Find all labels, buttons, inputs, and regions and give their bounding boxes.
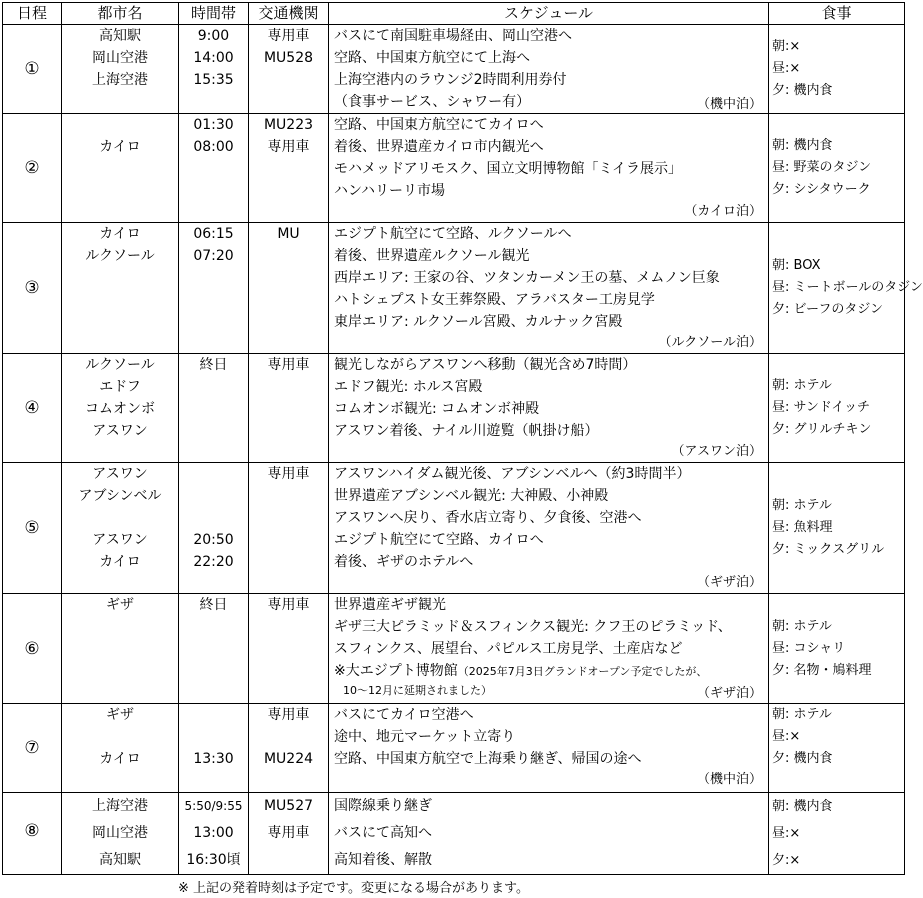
day-row-5 bbox=[3, 463, 905, 594]
city bbox=[62, 114, 178, 136]
schedule-line: 着後、ギザのホテルへ bbox=[334, 554, 474, 570]
city: ルクソール bbox=[85, 357, 155, 373]
transport-cell bbox=[249, 25, 329, 114]
city: ルクソール bbox=[85, 248, 155, 264]
time: 01:30 bbox=[193, 117, 234, 133]
schedule-line: 空路、中国東方航空で上海乗り継ぎ、帰国の途へ bbox=[334, 751, 642, 767]
schedule-line: 高知着後、解散 bbox=[334, 852, 432, 868]
schedule-line: 上海空港内のラウンジ2時間利用券付 bbox=[334, 72, 567, 88]
header-time: 時間帯 bbox=[179, 3, 249, 25]
transport bbox=[249, 726, 328, 748]
time: 14:00 bbox=[193, 50, 234, 66]
transport: MU bbox=[277, 226, 300, 242]
header-day: 日程 bbox=[3, 3, 62, 25]
stay-note: （機中泊） bbox=[696, 97, 762, 112]
day-number: ⑥ bbox=[3, 594, 62, 704]
meal-breakfast: 朝: ホテル bbox=[772, 378, 832, 393]
time-cell bbox=[179, 704, 249, 793]
meal-cell bbox=[769, 114, 905, 223]
museum-note: 10〜12月に延期されました） bbox=[343, 684, 492, 697]
meal-breakfast: 朝: ホテル bbox=[772, 707, 832, 722]
time: 07:20 bbox=[193, 248, 234, 264]
schedule-line: エドフ観光: ホルス宮殿 bbox=[334, 379, 483, 395]
time: 20:50 bbox=[193, 532, 234, 548]
city: 高知駅 bbox=[99, 852, 141, 868]
city: アスワン bbox=[92, 532, 148, 548]
schedule-line: バスにて南国駐車場経由、岡山空港へ bbox=[334, 28, 572, 44]
header-row bbox=[3, 3, 905, 25]
schedule-line: 途中、地元マーケット立寄り bbox=[334, 729, 516, 745]
city: 岡山空港 bbox=[92, 50, 148, 66]
meal-breakfast: 朝:× bbox=[772, 39, 801, 54]
meal-cell bbox=[769, 704, 905, 793]
schedule-line: 観光しながらアスワンへ移動（観光含め7時間） bbox=[334, 357, 637, 373]
schedule-line: 国際線乗り継ぎ bbox=[334, 798, 432, 814]
time: 終日 bbox=[199, 597, 228, 613]
time-cell bbox=[179, 594, 249, 704]
schedule-line: ギザ三大ピラミッド＆スフィンクス観光: クフ王のピラミッド、 bbox=[334, 619, 732, 635]
schedule-line: アスワンへ戻り、香水店立寄り、夕食後、空港へ bbox=[334, 510, 642, 526]
museum-note: （2025年7月3日グランドオープン予定でしたが、 bbox=[457, 665, 708, 678]
header-meals: 食事 bbox=[769, 3, 905, 25]
meal-lunch: 昼: ミートボールのタジン bbox=[772, 280, 923, 295]
schedule-cell bbox=[329, 704, 769, 793]
schedule-line: 着後、世界遺産カイロ市内観光へ bbox=[334, 139, 544, 155]
schedule-line: 空路、中国東方航空にて上海へ bbox=[334, 50, 530, 66]
header-schedule: スケジュール bbox=[329, 3, 769, 25]
schedule-cell bbox=[329, 463, 769, 594]
day-row-1 bbox=[3, 25, 905, 114]
schedule-line: 世界遺産ギザ観光 bbox=[334, 597, 446, 613]
time: 5:50/9:55 bbox=[184, 799, 243, 813]
meal-breakfast: 朝: ホテル bbox=[772, 618, 832, 634]
schedule-cell bbox=[329, 223, 769, 354]
transport bbox=[249, 847, 328, 874]
day-row-2 bbox=[3, 114, 905, 223]
transport: 専用車 bbox=[267, 597, 310, 613]
city: コムオンボ bbox=[85, 401, 155, 417]
meal-lunch: 昼:× bbox=[772, 826, 801, 841]
city: ギザ bbox=[106, 707, 134, 723]
meal-cell bbox=[769, 463, 905, 594]
schedule-line: モハメッドアリモスク、国立文明博物館「ミイラ展示」 bbox=[334, 161, 683, 177]
meal-breakfast: 朝: 機内食 bbox=[772, 138, 833, 153]
city: 上海空港 bbox=[92, 72, 148, 88]
schedule-cell bbox=[329, 793, 769, 875]
city-cell bbox=[62, 793, 179, 875]
transport-cell bbox=[249, 354, 329, 463]
time bbox=[179, 485, 248, 507]
transport: 専用車 bbox=[267, 139, 310, 155]
stay-note: （カイロ泊） bbox=[684, 204, 762, 219]
day-number: ② bbox=[3, 114, 62, 223]
day-number: ① bbox=[3, 25, 62, 114]
meal-lunch: 昼:× bbox=[772, 61, 801, 76]
stay-note: （ギザ泊） bbox=[696, 575, 762, 590]
schedule-cell bbox=[329, 25, 769, 114]
meal-lunch: 昼:× bbox=[772, 729, 801, 744]
day-number: ③ bbox=[3, 223, 62, 354]
stay-note: （機中泊） bbox=[696, 772, 762, 787]
time: 08:00 bbox=[193, 139, 234, 155]
city-cell bbox=[62, 114, 179, 223]
schedule-line: （食事サービス、シャワー有） bbox=[334, 94, 531, 110]
day-row-8 bbox=[3, 793, 905, 875]
transport: MU224 bbox=[263, 751, 314, 767]
schedule-line: バスにて高知へ bbox=[334, 825, 432, 841]
transport: MU527 bbox=[263, 798, 314, 814]
time-cell bbox=[179, 354, 249, 463]
day-row-3 bbox=[3, 223, 905, 354]
city-cell bbox=[62, 354, 179, 463]
day-row-6 bbox=[3, 594, 905, 704]
stay-note: （ギザ泊） bbox=[696, 686, 762, 701]
meal-cell bbox=[769, 25, 905, 114]
meal-lunch: 昼: 魚料理 bbox=[772, 520, 833, 535]
city: 上海空港 bbox=[92, 798, 148, 814]
schedule-cell bbox=[329, 114, 769, 223]
city-cell bbox=[62, 704, 179, 793]
time: 16:30頃 bbox=[186, 852, 241, 868]
time-cell bbox=[179, 114, 249, 223]
city: 高知駅 bbox=[99, 28, 141, 44]
city: カイロ bbox=[99, 139, 141, 155]
footnote: ※ 上記の発着時刻は予定です。変更になる場合があります。 bbox=[178, 881, 529, 896]
city bbox=[62, 726, 178, 748]
schedule-cell bbox=[329, 594, 769, 704]
meal-breakfast: 朝: 機内食 bbox=[772, 799, 833, 814]
time: 終日 bbox=[199, 357, 228, 373]
meal-cell bbox=[769, 354, 905, 463]
time bbox=[179, 704, 248, 726]
city: カイロ bbox=[99, 751, 141, 767]
schedule-line: アスワンハイダム観光後、アブシンベルへ（約3時間半） bbox=[334, 466, 691, 482]
city: アスワン bbox=[92, 423, 148, 439]
time: 15:35 bbox=[193, 72, 234, 88]
time bbox=[179, 507, 248, 529]
transport: 専用車 bbox=[267, 825, 310, 841]
transport-cell bbox=[249, 463, 329, 594]
meal-dinner: 夕: グリルチキン bbox=[772, 422, 872, 437]
time-cell bbox=[179, 25, 249, 114]
schedule-cell bbox=[329, 354, 769, 463]
schedule-line: ハトシェプスト女王葬祭殿、アラバスター工房見学 bbox=[334, 292, 655, 308]
meal-cell bbox=[769, 793, 905, 875]
time-cell bbox=[179, 223, 249, 354]
city-cell bbox=[62, 594, 179, 704]
header-transport: 交通機関 bbox=[249, 3, 329, 25]
transport-cell bbox=[249, 594, 329, 704]
meal-dinner: 夕: ビーフのタジン bbox=[772, 302, 884, 317]
schedule-line: 西岸エリア: 王家の谷、ツタンカーメン王の墓、メムノン巨象 bbox=[334, 270, 720, 286]
schedule-line: エジプト航空にて空路、ルクソールへ bbox=[334, 226, 572, 242]
day-number: ⑧ bbox=[3, 793, 62, 875]
city: アブシンベル bbox=[78, 488, 162, 504]
transport: 専用車 bbox=[267, 466, 310, 482]
meal-dinner: 夕:× bbox=[772, 853, 801, 868]
schedule-line: ハンハリーリ市場 bbox=[334, 183, 446, 199]
transport: MU223 bbox=[263, 117, 314, 133]
day-row-4 bbox=[3, 354, 905, 463]
meal-dinner: 夕: 機内食 bbox=[772, 83, 833, 98]
transport bbox=[249, 91, 328, 113]
schedule-line: コムオンボ観光: コムオンボ神殿 bbox=[334, 401, 540, 417]
schedule-line: 東岸エリア: ルクソール宮殿、カルナック宮殿 bbox=[334, 314, 623, 330]
transport bbox=[249, 69, 328, 91]
city-cell bbox=[62, 25, 179, 114]
schedule-line bbox=[329, 660, 768, 682]
time bbox=[179, 726, 248, 748]
city: 岡山空港 bbox=[92, 825, 148, 841]
meal-lunch: 昼: 野菜のタジン bbox=[772, 160, 872, 175]
meal-dinner: 夕: ミックスグリル bbox=[772, 542, 885, 557]
schedule-line: スフィンクス、展望台、パピルス工房見学、土産店など bbox=[334, 641, 683, 657]
time: 9:00 bbox=[197, 28, 230, 44]
city: カイロ bbox=[99, 226, 141, 242]
schedule-line: 世界遺産アブシンベル観光: 大神殿、小神殿 bbox=[334, 488, 609, 504]
time bbox=[179, 463, 248, 485]
city: エドフ bbox=[99, 379, 141, 395]
day-number: ⑦ bbox=[3, 704, 62, 793]
transport-cell bbox=[249, 793, 329, 875]
city: ギザ bbox=[106, 597, 134, 613]
meal-breakfast: 朝: BOX bbox=[772, 258, 821, 273]
city-cell bbox=[62, 463, 179, 594]
schedule-line: バスにてカイロ空港へ bbox=[334, 707, 474, 723]
transport-cell bbox=[249, 223, 329, 354]
transport: 専用車 bbox=[267, 707, 310, 723]
time: 06:15 bbox=[193, 226, 234, 242]
meal-lunch: 昼: コシャリ bbox=[772, 640, 846, 656]
transport: 専用車 bbox=[267, 357, 310, 373]
schedule-line: 着後、世界遺産ルクソール観光 bbox=[334, 248, 530, 264]
meal-lunch: 昼: サンドイッチ bbox=[772, 400, 870, 415]
meal-dinner: 夕: 機内食 bbox=[772, 751, 833, 766]
meal-dinner: 夕: 名物・鳩料理 bbox=[772, 662, 872, 678]
stay-note: （アスワン泊） bbox=[671, 444, 762, 459]
transport-cell bbox=[249, 114, 329, 223]
schedule-line: アスワン着後、ナイル川遊覧（帆掛け船） bbox=[334, 423, 599, 439]
city: カイロ bbox=[99, 554, 141, 570]
city bbox=[62, 91, 178, 113]
time-cell bbox=[179, 463, 249, 594]
day-number: ④ bbox=[3, 354, 62, 463]
city: アスワン bbox=[92, 466, 148, 482]
city-cell bbox=[62, 223, 179, 354]
itinerary-table bbox=[2, 2, 923, 875]
time: 22:20 bbox=[193, 554, 234, 570]
meal-cell bbox=[769, 594, 905, 704]
schedule-line: エジプト航空にて空路、カイロへ bbox=[334, 532, 544, 548]
time bbox=[179, 91, 248, 113]
transport: 専用車 bbox=[267, 28, 310, 44]
city bbox=[62, 507, 178, 529]
schedule-line: 空路、中国東方航空にてカイロへ bbox=[334, 117, 544, 133]
museum-label: ※大エジプト博物館 bbox=[334, 663, 458, 679]
day-row-7 bbox=[3, 704, 905, 793]
time: 13:00 bbox=[193, 825, 234, 841]
transport: MU528 bbox=[263, 50, 314, 66]
transport-cell bbox=[249, 704, 329, 793]
meal-breakfast: 朝: ホテル bbox=[772, 498, 832, 513]
time-cell bbox=[179, 793, 249, 875]
meal-dinner: 夕: シシタウーク bbox=[772, 182, 871, 197]
header-city: 都市名 bbox=[62, 3, 179, 25]
meal-cell bbox=[769, 223, 923, 354]
stay-note: （ルクソール泊） bbox=[658, 335, 762, 350]
time: 13:30 bbox=[193, 751, 234, 767]
day-number: ⑤ bbox=[3, 463, 62, 594]
